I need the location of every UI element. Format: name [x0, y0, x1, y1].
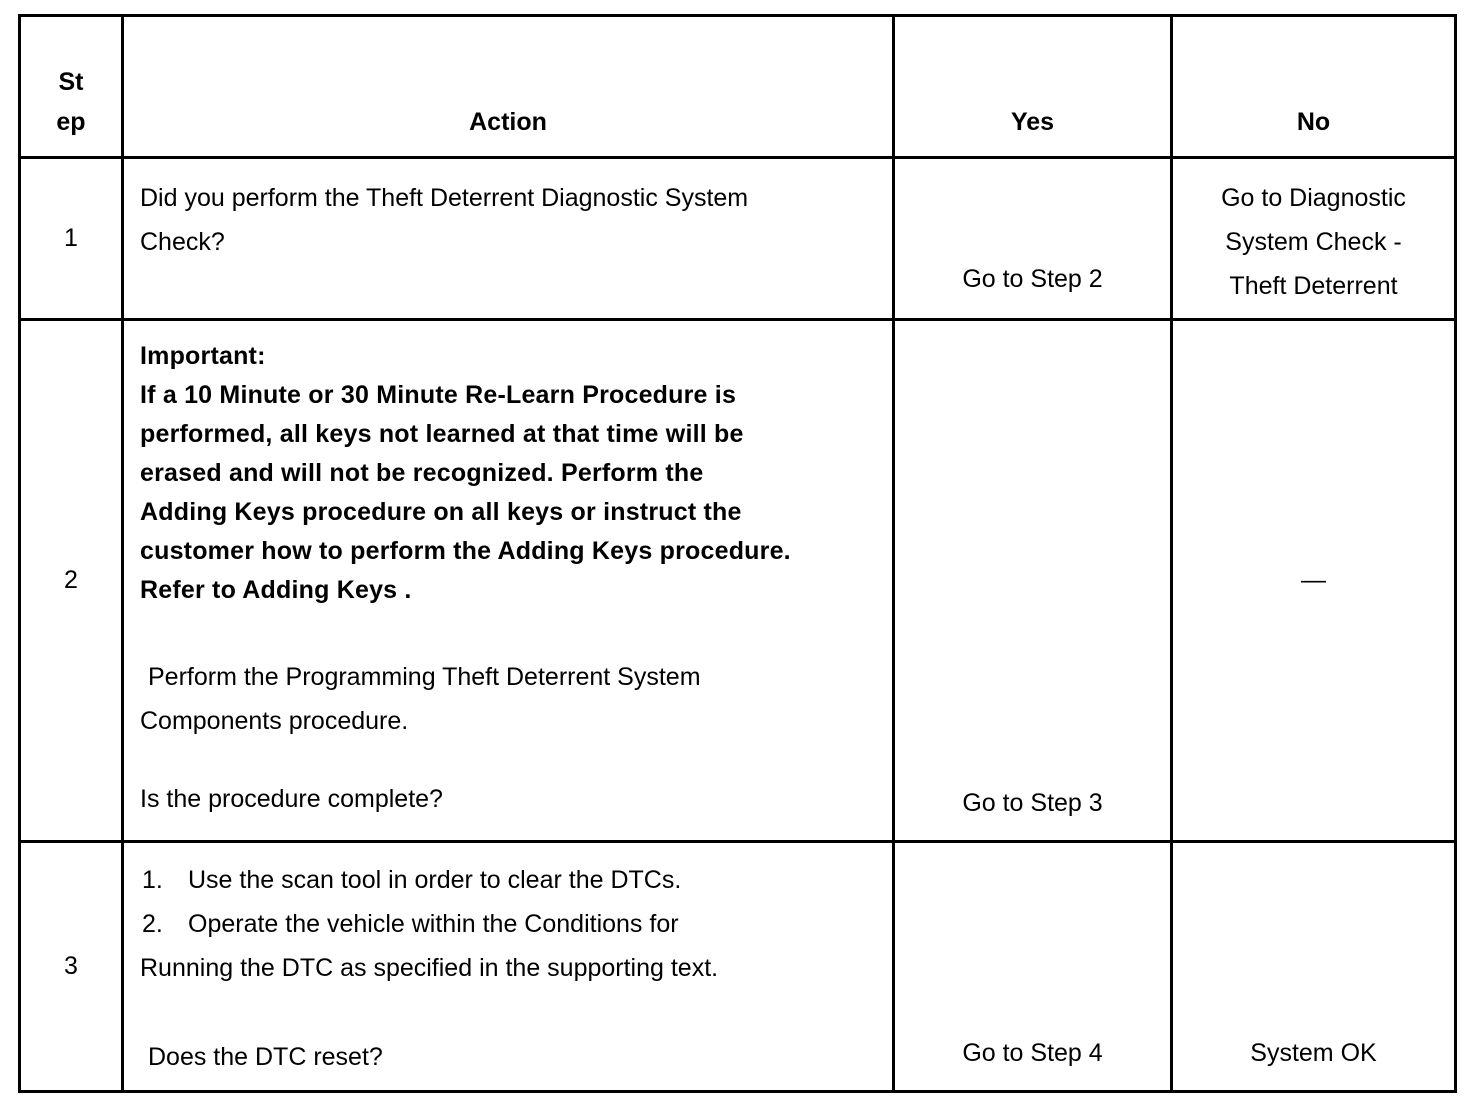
no-cell [1172, 158, 1456, 320]
important-line: If a 10 Minute or 30 Minute Re-Learn Procedure is [140, 381, 737, 409]
table-row [20, 158, 1456, 320]
step-number: 1 [20, 158, 123, 320]
important-note [140, 337, 880, 610]
no-cell: — [1172, 320, 1456, 842]
diagnostic-table [18, 14, 1457, 1093]
table-row [20, 320, 1456, 842]
header-row [20, 16, 1456, 158]
important-line: Adding Keys procedure on all keys or instruct the [140, 498, 742, 526]
list-text: Operate the vehicle within the Conditions for [188, 909, 679, 938]
header-no: No [1172, 16, 1456, 158]
header-step-line2: ep [56, 108, 86, 136]
table-body [20, 158, 1456, 1092]
header-step-line1: St [58, 68, 84, 96]
question-text: Does the DTC reset? [148, 1043, 383, 1072]
no-text-line: System Check - [1225, 227, 1402, 256]
no-text-line: Theft Deterrent [1229, 271, 1398, 300]
yes-cell: Go to Step 2 [894, 158, 1172, 320]
question-text: Is the procedure complete? [140, 784, 443, 813]
header-action: Action [123, 16, 894, 158]
yes-cell: Go to Step 3 [894, 320, 1172, 842]
table-header [20, 16, 1456, 158]
list-item [140, 859, 880, 903]
list-text: Use the scan tool in order to clear the DTCs. [188, 866, 682, 894]
action-cell [123, 320, 894, 842]
action-cell [123, 158, 894, 320]
header-step [20, 16, 123, 158]
perform-instruction-line: Components procedure. [140, 706, 409, 735]
list-number: 1. [142, 866, 163, 894]
important-line: erased and will not be recognized. Perform the [140, 459, 704, 487]
yes-cell: Go to Step 4 [894, 842, 1172, 1092]
step-number: 3 [20, 842, 123, 1092]
important-line: Refer to Adding Keys . [140, 576, 412, 604]
important-label: Important: [140, 342, 266, 370]
important-line: customer how to perform the Adding Keys procedure. [140, 537, 791, 565]
important-line: performed, all keys not learned at that time will be [140, 420, 744, 448]
action-text-line: Check? [140, 227, 225, 256]
no-cell: System OK [1172, 842, 1456, 1092]
action-cell [123, 842, 894, 1092]
list-item [140, 903, 880, 947]
perform-instruction-line: Perform the Programming Theft Deterrent System [148, 663, 701, 691]
list-continuation: Running the DTC as specified in the supporting text. [140, 953, 719, 982]
action-text-line: Did you perform the Theft Deterrent Diagnostic System [140, 184, 749, 212]
list-number: 2. [142, 909, 163, 938]
no-text-line: Go to Diagnostic [1221, 184, 1406, 212]
table-row [20, 842, 1456, 1092]
step-number: 2 [20, 320, 123, 842]
header-yes: Yes [894, 16, 1172, 158]
